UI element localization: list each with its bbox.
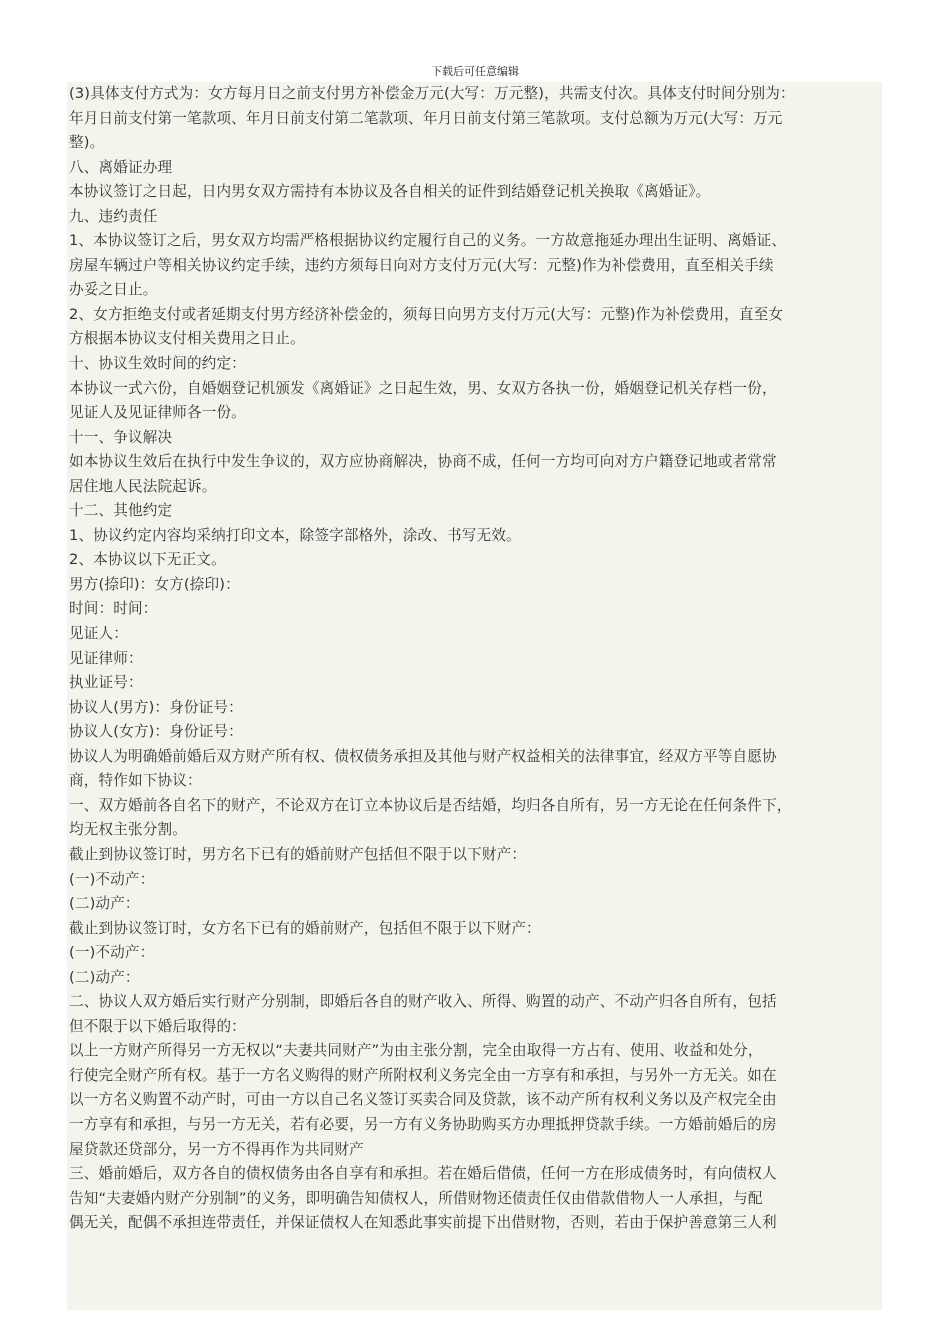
text-line: 截止到协议签订时，女方名下已有的婚前财产，包括但不限于以下财产： [69, 919, 541, 937]
text-line: 一、双方婚前各自名下的财产，不论双方在订立本协议后是否结婚，均归各自所有，另一方无论在任何条件下， [69, 796, 792, 814]
document-body [67, 82, 882, 1310]
text-line: 执业证号： [69, 674, 143, 692]
text-line: (一)不动产： [69, 944, 155, 962]
text-line: 见证人及见证律师各一份。 [69, 404, 246, 422]
text-line: 整)。 [69, 134, 105, 152]
text-line: 1、本协议签订之后，男女双方均需严格根据协议约定履行自己的义务。一方故意拖延办理出生证明、离婚证、 [69, 232, 787, 250]
text-line: 协议人(男方)：身份证号： [69, 698, 243, 716]
text-line: 屋贷款还贷部分，另一方不得再作为共同财产 [69, 1140, 364, 1158]
text-line: 居住地人民法院起诉。 [69, 477, 217, 495]
text-line: 以上一方财产所得另一方无权以“夫妻共同财产”为由主张分割，完全由取得一方占有、使用、收益和处分， [69, 1042, 763, 1060]
text-line: 但不限于以下婚后取得的： [69, 1017, 246, 1035]
text-line: (二)动产： [69, 968, 140, 986]
text-line: 2、女方拒绝支付或者延期支付男方经济补偿金的，须每日向男方支付万元(大写：元整)作为补偿费用，直至女 [69, 305, 784, 323]
text-line: 十二、其他约定 [69, 502, 173, 520]
text-line: 以一方名义购置不动产时，可由一方以自己名义签订买卖合同及贷款，该不动产所有权利义务以及产权完全由 [69, 1091, 777, 1109]
text-line: 三、婚前婚后，双方各自的债权债务由各自享有和承担。若在婚后借债，任何一方在形成债务时，有向债权人 [69, 1165, 777, 1183]
text-line: 见证律师： [69, 649, 143, 667]
text-line: 协议人(女方)：身份证号： [69, 723, 243, 741]
text-line: 办妥之日止。 [69, 281, 158, 299]
text-line: 偶无关，配偶不承担连带责任，并保证债权人在知悉此事实前提下出借财物，否则，若由于保护善意第三人利 [69, 1214, 777, 1232]
text-line: (3)具体支付方式为：女方每月日之前支付男方补偿金万元(大写：万元整)，共需支付次。具体支付时间分别为： [69, 85, 795, 102]
text-line: 男方(捺印)：女方(捺印)： [69, 575, 240, 593]
text-line: 1、协议约定内容均采纳打印文本，除签字部格外，涂改、书写无效。 [69, 526, 521, 544]
text-line: 十一、争议解决 [69, 428, 173, 446]
text-line: 均无权主张分割。 [69, 821, 187, 839]
text-line: 二、协议人双方婚后实行财产分别制，即婚后各自的财产收入、所得、购置的动产、不动产归各自所有，包括 [69, 993, 777, 1011]
text-line: 行使完全财产所有权。基于一方名义购得的财产所附权利义务完全由一方享有和承担，与另外一方无关。如在 [69, 1066, 777, 1084]
text-line: 本协议一式六份，自婚姻登记机颁发《离婚证》之日起生效，男、女双方各执一份，婚姻登记机关存档一份， [69, 379, 777, 397]
text-line: 告知“夫妻婚内财产分别制”的义务，即明确告知债权人，所借财物还债责任仅由借款借物人一人承担，与配 [69, 1189, 763, 1207]
text-line: 一方享有和承担，与另一方无关，若有必要，另一方有义务协助购买方办理抵押贷款手续。一方婚前婚后的房 [69, 1115, 777, 1133]
text-line: 见证人： [69, 625, 128, 643]
text-line: 截止到协议签订时，男方名下已有的婚前财产包括但不限于以下财产： [69, 845, 527, 863]
text-line: 时间：时间： [69, 600, 158, 618]
text-line: 方根据本协议支付相关费用之日止。 [69, 330, 305, 348]
text-line: (一)不动产： [69, 870, 155, 888]
text-line: 商，特作如下协议： [69, 772, 202, 790]
text-line: (二)动产： [69, 895, 140, 913]
text-line: 房屋车辆过户等相关协议约定手续，违约方须每日向对方支付万元(大写：元整)作为补偿费用，直至相关手续 [69, 256, 774, 274]
text-line: 协议人为明确婚前婚后双方财产所有权、债权债务承担及其他与财产权益相关的法律事宜，经双方平等自愿协 [69, 747, 777, 765]
text-line: 2、本协议以下无正文。 [69, 551, 226, 569]
text-line: 年月日前支付第一笔款项、年月日前支付第二笔款项、年月日前支付第三笔款项。支付总额为万元(大写：万元 [69, 109, 783, 127]
page-header: 下载后可任意编辑 [431, 65, 519, 78]
text-line: 九、违约责任 [69, 207, 158, 225]
text-line: 十、协议生效时间的约定： [69, 355, 246, 373]
text-line: 本协议签订之日起，日内男女双方需持有本协议及各自相关的证件到结婚登记机关换取《离婚证》。 [69, 183, 711, 201]
text-line: 如本协议生效后在执行中发生争议的，双方应协商解决，协商不成，任何一方均可向对方户籍登记地或者常常 [69, 453, 777, 471]
text-line: 八、离婚证办理 [69, 158, 173, 176]
